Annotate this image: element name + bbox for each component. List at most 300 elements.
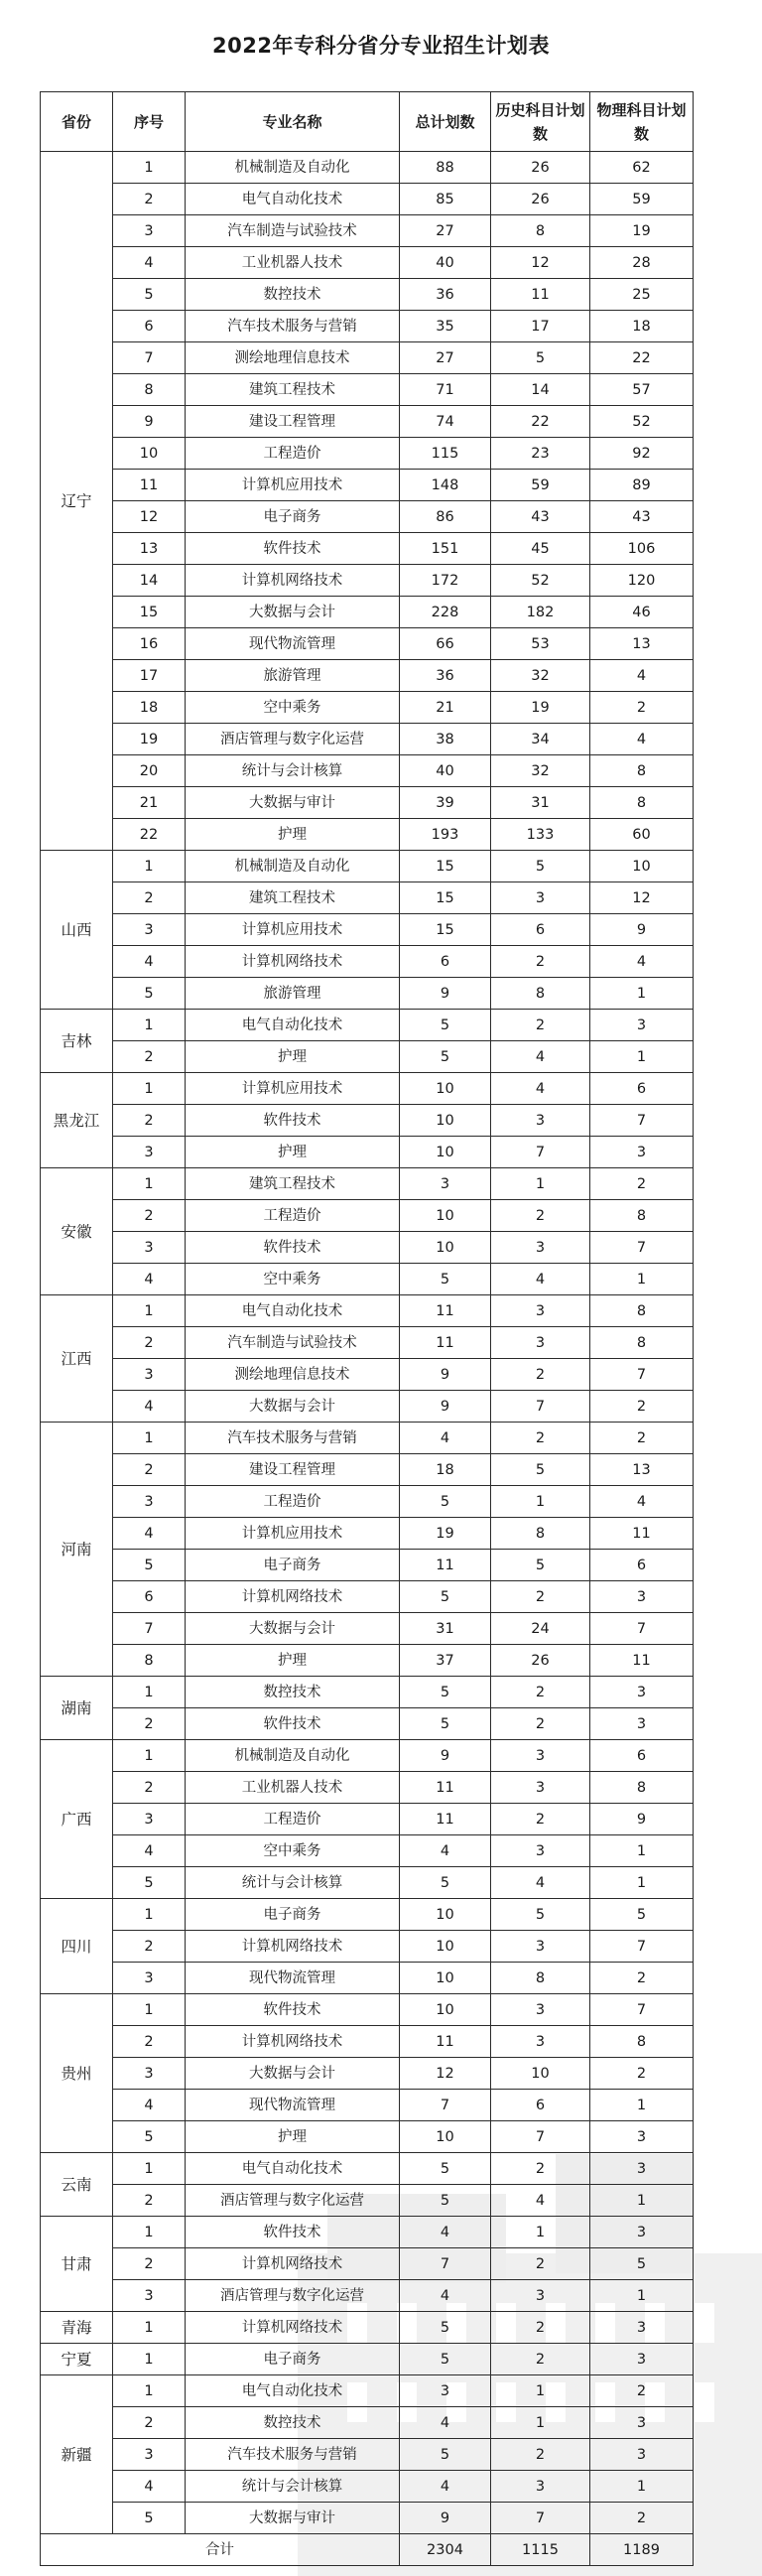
table-row: [41, 1740, 694, 1772]
cell-province: 辽宁: [41, 152, 113, 851]
cell-physics: 8: [590, 1772, 694, 1804]
table-row: [41, 787, 694, 819]
cell-index: 4: [113, 2471, 186, 2503]
table-row: [41, 1137, 694, 1168]
cell-history: 5: [491, 851, 590, 882]
table-row: [41, 851, 694, 882]
cell-history: 1: [491, 1168, 590, 1200]
cell-total: 12: [400, 2058, 491, 2090]
cell-physics: 2: [590, 692, 694, 724]
cell-major: 计算机应用技术: [186, 470, 400, 501]
header-province: 省份: [41, 92, 113, 152]
cell-total: 5: [400, 1010, 491, 1041]
table-row: [41, 2344, 694, 2375]
cell-physics: 22: [590, 342, 694, 374]
cell-index: 3: [113, 1232, 186, 1264]
cell-total: 27: [400, 215, 491, 247]
cell-physics: 4: [590, 660, 694, 692]
cell-history: 17: [491, 311, 590, 342]
cell-history: 2: [491, 1804, 590, 1835]
cell-physics: 2: [590, 1391, 694, 1423]
cell-index: 2: [113, 882, 186, 914]
table-row: [41, 1105, 694, 1137]
cell-total: 5: [400, 1708, 491, 1740]
cell-province: 广西: [41, 1740, 113, 1899]
cell-history: 23: [491, 438, 590, 470]
cell-total: 9: [400, 978, 491, 1010]
cell-major: 空中乘务: [186, 692, 400, 724]
cell-history: 2: [491, 2344, 590, 2375]
table-row: [41, 597, 694, 628]
table-row: [41, 470, 694, 501]
cell-history: 2: [491, 1200, 590, 1232]
table-row: [41, 1518, 694, 1550]
cell-total: 5: [400, 2153, 491, 2185]
cell-history: 14: [491, 374, 590, 406]
cell-index: 4: [113, 946, 186, 978]
cell-history: 24: [491, 1613, 590, 1645]
cell-index: 1: [113, 152, 186, 184]
cell-major: 建筑工程技术: [186, 374, 400, 406]
cell-major: 汽车制造与试验技术: [186, 215, 400, 247]
cell-index: 1: [113, 2153, 186, 2185]
cell-index: 3: [113, 1359, 186, 1391]
cell-index: 18: [113, 692, 186, 724]
cell-history: 2: [491, 1423, 590, 1454]
cell-index: 10: [113, 438, 186, 470]
cell-total: 19: [400, 1518, 491, 1550]
cell-physics: 60: [590, 819, 694, 851]
cell-history: 8: [491, 1963, 590, 1994]
table-row: [41, 1835, 694, 1867]
cell-index: 2: [113, 1772, 186, 1804]
table-row: [41, 2407, 694, 2439]
cell-history: 3: [491, 1327, 590, 1359]
cell-major: 统计与会计核算: [186, 1867, 400, 1899]
cell-physics: 1: [590, 1264, 694, 1295]
cell-index: 4: [113, 1264, 186, 1295]
header-total: 总计划数: [400, 92, 491, 152]
cell-major: 机械制造及自动化: [186, 1740, 400, 1772]
table-row: [41, 406, 694, 438]
cell-physics: 6: [590, 1740, 694, 1772]
cell-history: 8: [491, 978, 590, 1010]
cell-history: 3: [491, 1105, 590, 1137]
table-row: [41, 1581, 694, 1613]
cell-province: 河南: [41, 1423, 113, 1677]
cell-total: 151: [400, 533, 491, 565]
cell-index: 14: [113, 565, 186, 597]
cell-physics: 62: [590, 152, 694, 184]
cell-total: 9: [400, 2503, 491, 2534]
cell-index: 2: [113, 1327, 186, 1359]
total-history: 1115: [491, 2534, 590, 2566]
cell-total: 5: [400, 1581, 491, 1613]
cell-history: 26: [491, 184, 590, 215]
cell-physics: 8: [590, 1200, 694, 1232]
cell-physics: 12: [590, 882, 694, 914]
cell-major: 计算机网络技术: [186, 946, 400, 978]
table-row: [41, 2090, 694, 2121]
table-row: [41, 1994, 694, 2026]
cell-major: 大数据与会计: [186, 1613, 400, 1645]
cell-major: 工程造价: [186, 1486, 400, 1518]
cell-history: 3: [491, 1994, 590, 2026]
cell-major: 工程造价: [186, 1200, 400, 1232]
cell-index: 3: [113, 1486, 186, 1518]
cell-history: 5: [491, 1550, 590, 1581]
cell-province: 四川: [41, 1899, 113, 1994]
table-row: [41, 978, 694, 1010]
table-row: [41, 1010, 694, 1041]
table-row: [41, 1867, 694, 1899]
table-row: [41, 1168, 694, 1200]
cell-physics: 13: [590, 628, 694, 660]
table-row: [41, 755, 694, 787]
cell-history: 5: [491, 342, 590, 374]
cell-physics: 1: [590, 2280, 694, 2312]
cell-physics: 46: [590, 597, 694, 628]
cell-index: 1: [113, 1423, 186, 1454]
cell-major: 工程造价: [186, 438, 400, 470]
cell-major: 旅游管理: [186, 660, 400, 692]
cell-history: 4: [491, 2185, 590, 2217]
total-sum: 2304: [400, 2534, 491, 2566]
table-row: [41, 819, 694, 851]
cell-physics: 4: [590, 724, 694, 755]
cell-total: 172: [400, 565, 491, 597]
cell-physics: 8: [590, 1327, 694, 1359]
cell-index: 2: [113, 1708, 186, 1740]
cell-major: 护理: [186, 819, 400, 851]
cell-history: 12: [491, 247, 590, 279]
cell-index: 7: [113, 342, 186, 374]
cell-major: 旅游管理: [186, 978, 400, 1010]
cell-major: 软件技术: [186, 1994, 400, 2026]
cell-history: 32: [491, 755, 590, 787]
cell-history: 2: [491, 946, 590, 978]
cell-total: 10: [400, 1232, 491, 1264]
cell-province: 甘肃: [41, 2217, 113, 2312]
cell-physics: 57: [590, 374, 694, 406]
cell-index: 3: [113, 914, 186, 946]
cell-physics: 3: [590, 2439, 694, 2471]
cell-physics: 5: [590, 1899, 694, 1931]
cell-major: 护理: [186, 1137, 400, 1168]
table-row: [41, 247, 694, 279]
cell-major: 计算机网络技术: [186, 2248, 400, 2280]
cell-index: 6: [113, 1581, 186, 1613]
cell-index: 1: [113, 1168, 186, 1200]
cell-history: 2: [491, 2312, 590, 2344]
cell-major: 工业机器人技术: [186, 247, 400, 279]
table-row: [41, 1899, 694, 1931]
cell-index: 1: [113, 1295, 186, 1327]
cell-total: 5: [400, 2344, 491, 2375]
table-row: [41, 1677, 694, 1708]
cell-total: 85: [400, 184, 491, 215]
cell-index: 1: [113, 1740, 186, 1772]
cell-history: 1: [491, 1486, 590, 1518]
cell-index: 2: [113, 1454, 186, 1486]
cell-physics: 89: [590, 470, 694, 501]
cell-history: 6: [491, 2090, 590, 2121]
cell-index: 1: [113, 2217, 186, 2248]
cell-total: 5: [400, 2312, 491, 2344]
table-row: [41, 342, 694, 374]
table-row: [41, 946, 694, 978]
cell-major: 计算机应用技术: [186, 1073, 400, 1105]
cell-index: 1: [113, 1073, 186, 1105]
cell-index: 1: [113, 1899, 186, 1931]
cell-history: 53: [491, 628, 590, 660]
cell-physics: 1: [590, 2471, 694, 2503]
cell-history: 43: [491, 501, 590, 533]
cell-total: 5: [400, 1486, 491, 1518]
cell-major: 计算机网络技术: [186, 2026, 400, 2058]
cell-major: 软件技术: [186, 1105, 400, 1137]
cell-index: 3: [113, 215, 186, 247]
cell-total: 15: [400, 851, 491, 882]
cell-physics: 2: [590, 2058, 694, 2090]
cell-index: 1: [113, 2312, 186, 2344]
cell-history: 4: [491, 1073, 590, 1105]
cell-total: 9: [400, 1359, 491, 1391]
cell-history: 3: [491, 1232, 590, 1264]
cell-major: 汽车技术服务与营销: [186, 311, 400, 342]
cell-major: 计算机应用技术: [186, 1518, 400, 1550]
table-row: [41, 692, 694, 724]
table-row: [41, 2217, 694, 2248]
cell-history: 45: [491, 533, 590, 565]
cell-major: 电气自动化技术: [186, 2153, 400, 2185]
table-row: [41, 1232, 694, 1264]
cell-major: 机械制造及自动化: [186, 152, 400, 184]
table-row: [41, 374, 694, 406]
cell-total: 86: [400, 501, 491, 533]
cell-major: 电子商务: [186, 2344, 400, 2375]
cell-major: 电气自动化技术: [186, 184, 400, 215]
cell-total: 193: [400, 819, 491, 851]
cell-total: 5: [400, 2185, 491, 2217]
cell-major: 电气自动化技术: [186, 1010, 400, 1041]
cell-total: 6: [400, 946, 491, 978]
cell-history: 8: [491, 1518, 590, 1550]
table-row: [41, 2471, 694, 2503]
cell-total: 11: [400, 1295, 491, 1327]
cell-history: 2: [491, 2153, 590, 2185]
cell-index: 3: [113, 1963, 186, 1994]
cell-index: 17: [113, 660, 186, 692]
cell-major: 统计与会计核算: [186, 2471, 400, 2503]
cell-total: 74: [400, 406, 491, 438]
table-row: [41, 2026, 694, 2058]
cell-index: 2: [113, 2026, 186, 2058]
cell-index: 4: [113, 1391, 186, 1423]
cell-province: 新疆: [41, 2375, 113, 2534]
table-row: [41, 438, 694, 470]
cell-physics: 8: [590, 755, 694, 787]
cell-total: 11: [400, 1772, 491, 1804]
cell-history: 3: [491, 2471, 590, 2503]
cell-index: 1: [113, 1677, 186, 1708]
cell-major: 大数据与会计: [186, 1391, 400, 1423]
cell-index: 4: [113, 247, 186, 279]
cell-physics: 6: [590, 1073, 694, 1105]
table-row: [41, 1486, 694, 1518]
cell-history: 8: [491, 215, 590, 247]
cell-physics: 8: [590, 787, 694, 819]
cell-physics: 10: [590, 851, 694, 882]
cell-history: 7: [491, 1137, 590, 1168]
cell-history: 182: [491, 597, 590, 628]
cell-major: 软件技术: [186, 1232, 400, 1264]
cell-total: 5: [400, 1041, 491, 1073]
cell-major: 计算机网络技术: [186, 1581, 400, 1613]
table-row: [41, 1931, 694, 1963]
cell-total: 3: [400, 2375, 491, 2407]
cell-physics: 1: [590, 1835, 694, 1867]
table-row: [41, 2121, 694, 2153]
table-row: [41, 2248, 694, 2280]
cell-history: 26: [491, 1645, 590, 1677]
cell-history: 3: [491, 2280, 590, 2312]
cell-major: 计算机网络技术: [186, 1931, 400, 1963]
cell-physics: 6: [590, 1550, 694, 1581]
cell-physics: 19: [590, 215, 694, 247]
cell-major: 机械制造及自动化: [186, 851, 400, 882]
cell-index: 16: [113, 628, 186, 660]
cell-total: 88: [400, 152, 491, 184]
cell-index: 5: [113, 2503, 186, 2534]
table-row: [41, 2153, 694, 2185]
cell-major: 工业机器人技术: [186, 1772, 400, 1804]
cell-history: 3: [491, 1835, 590, 1867]
cell-total: 11: [400, 1804, 491, 1835]
cell-province: 黑龙江: [41, 1073, 113, 1168]
cell-total: 40: [400, 247, 491, 279]
cell-major: 现代物流管理: [186, 628, 400, 660]
cell-major: 电子商务: [186, 501, 400, 533]
cell-major: 软件技术: [186, 533, 400, 565]
cell-total: 3: [400, 1168, 491, 1200]
enrollment-plan-table: [40, 91, 694, 2566]
cell-physics: 2: [590, 1168, 694, 1200]
cell-major: 酒店管理与数字化运营: [186, 724, 400, 755]
cell-major: 计算机网络技术: [186, 565, 400, 597]
cell-total: 4: [400, 1835, 491, 1867]
cell-history: 2: [491, 1010, 590, 1041]
cell-major: 护理: [186, 1041, 400, 1073]
cell-index: 1: [113, 2344, 186, 2375]
cell-total: 27: [400, 342, 491, 374]
cell-physics: 25: [590, 279, 694, 311]
cell-total: 35: [400, 311, 491, 342]
table-row: [41, 1708, 694, 1740]
cell-major: 建筑工程技术: [186, 1168, 400, 1200]
cell-total: 11: [400, 1327, 491, 1359]
table-row: [41, 279, 694, 311]
cell-history: 5: [491, 1454, 590, 1486]
cell-major: 空中乘务: [186, 1835, 400, 1867]
cell-physics: 3: [590, 2217, 694, 2248]
cell-history: 3: [491, 1295, 590, 1327]
cell-index: 4: [113, 1518, 186, 1550]
table-row: [41, 1645, 694, 1677]
cell-total: 11: [400, 2026, 491, 2058]
cell-major: 建设工程管理: [186, 1454, 400, 1486]
cell-major: 大数据与审计: [186, 787, 400, 819]
table-row: [41, 215, 694, 247]
cell-history: 1: [491, 2217, 590, 2248]
cell-major: 测绘地理信息技术: [186, 1359, 400, 1391]
cell-physics: 7: [590, 1994, 694, 2026]
cell-physics: 2: [590, 1963, 694, 1994]
cell-index: 1: [113, 1994, 186, 2026]
cell-index: 5: [113, 1550, 186, 1581]
cell-major: 大数据与会计: [186, 597, 400, 628]
cell-province: 山西: [41, 851, 113, 1010]
cell-physics: 1: [590, 2090, 694, 2121]
cell-major: 建筑工程技术: [186, 882, 400, 914]
cell-physics: 3: [590, 2312, 694, 2344]
table-row: [41, 1454, 694, 1486]
cell-major: 汽车技术服务与营销: [186, 1423, 400, 1454]
cell-index: 3: [113, 2058, 186, 2090]
table-row: [41, 2439, 694, 2471]
table-row: [41, 1772, 694, 1804]
cell-index: 2: [113, 1931, 186, 1963]
cell-total: 10: [400, 1931, 491, 1963]
cell-index: 15: [113, 597, 186, 628]
total-label: 合计: [41, 2534, 400, 2566]
cell-total: 5: [400, 1867, 491, 1899]
cell-total: 15: [400, 882, 491, 914]
table-row: [41, 2503, 694, 2534]
table-row: [41, 2280, 694, 2312]
table-row: [41, 2185, 694, 2217]
cell-index: 2: [113, 2248, 186, 2280]
cell-index: 20: [113, 755, 186, 787]
cell-history: 3: [491, 1772, 590, 1804]
cell-total: 10: [400, 1105, 491, 1137]
cell-total: 4: [400, 2471, 491, 2503]
cell-physics: 59: [590, 184, 694, 215]
table-row: [41, 1963, 694, 1994]
cell-major: 酒店管理与数字化运营: [186, 2280, 400, 2312]
cell-index: 11: [113, 470, 186, 501]
cell-physics: 92: [590, 438, 694, 470]
table-row: [41, 1804, 694, 1835]
cell-history: 2: [491, 2439, 590, 2471]
table-row: [41, 533, 694, 565]
cell-physics: 1: [590, 1867, 694, 1899]
cell-physics: 3: [590, 1010, 694, 1041]
cell-total: 37: [400, 1645, 491, 1677]
cell-total: 15: [400, 914, 491, 946]
cell-history: 1: [491, 2407, 590, 2439]
cell-major: 大数据与会计: [186, 2058, 400, 2090]
cell-physics: 3: [590, 2344, 694, 2375]
table-row: [41, 2312, 694, 2344]
cell-province: 安徽: [41, 1168, 113, 1295]
cell-history: 3: [491, 1931, 590, 1963]
cell-physics: 52: [590, 406, 694, 438]
cell-physics: 7: [590, 1105, 694, 1137]
table-row: [41, 628, 694, 660]
cell-index: 8: [113, 1645, 186, 1677]
cell-physics: 3: [590, 1708, 694, 1740]
